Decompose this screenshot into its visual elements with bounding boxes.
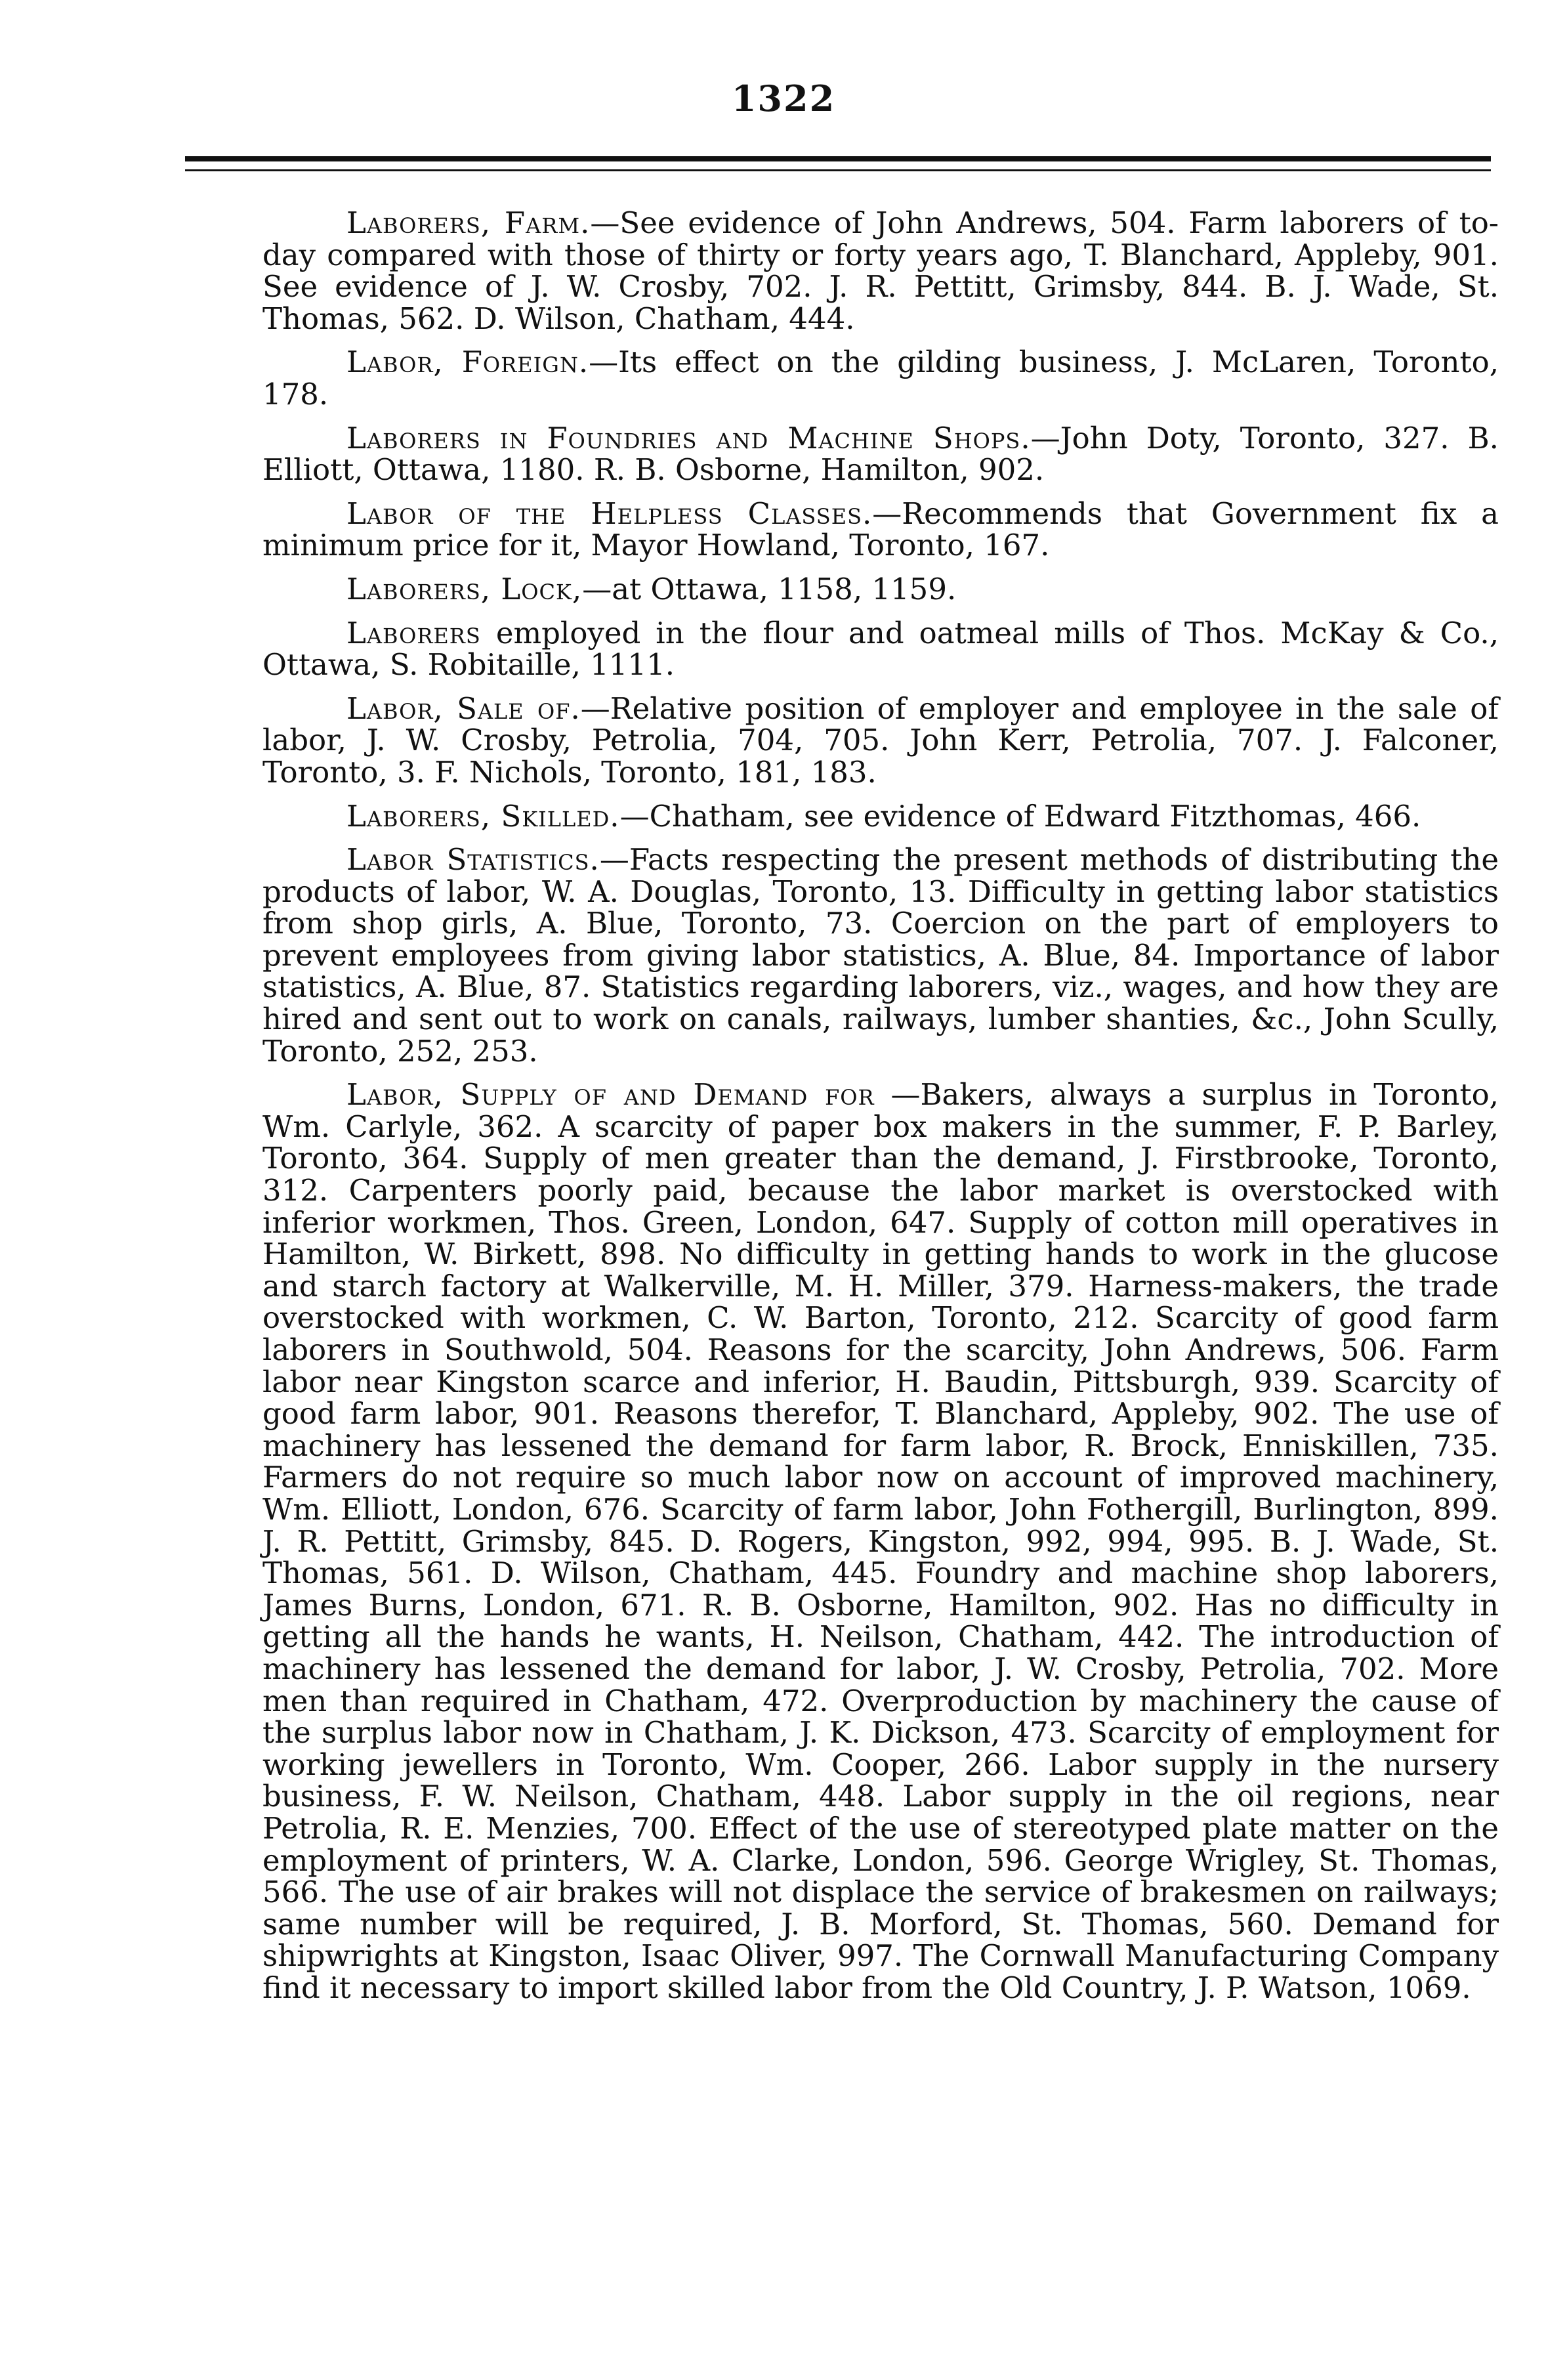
entry-heading: Labor Statistics. [346,842,600,878]
entry-heading: Laborers [346,615,481,650]
index-entry [262,844,1499,1067]
index-entry [262,798,1499,834]
entry-text: —Chatham, see evidence of Edward Fitzthomas, 466. [619,798,1421,834]
index-entry [262,347,1499,410]
header-rule-thick [185,156,1491,161]
entry-text: —Bakers, always a surplus in Toronto, Wm. Carlyle, 362. A scarcity of paper box makers in the summer, F. P. Barley, Toronto, 364. Supply of men greater than the demand, J. Firstbrooke, Toronto, 312. Carpenters poorly paid, because the labor market is overstocked with inferior workmen, Thos. Green, London, 647. Supply of cotton mill operatives in Hamilton, W. Birkett, 898. No difficulty in getting hands to work in the glucose and starch factory at Walkerville, M. H. Miller, 379. Harness-makers, the trade overstocked with workmen, C. W. Barton, Toronto, 212. Scarcity of good farm laborers in Southwold, 504. Reasons for the scarcity, John Andrews, 506. Farm labor near Kingston scarce and inferior, H. Baudin, Pittsburgh, 939. Scarcity of good farm labor, 901. Reasons therefor, T. Blanchard, Appleby, 902. The use of machinery has lessened the demand for farm labor, R. Brock, Enniskillen, 735. Farmers do not require so much labor now on account of improved machinery, Wm. Elliott, London, 676. Scarcity of farm labor, John Fothergill, Burlington, 899. J. R. Pettitt, Grimsby, 845. D. Rogers, Kingston, 992, 994, 995. B. J. Wade, St. Thomas, 561. D. Wilson, Chatham, 445. Foundry and machine shop laborers, James Burns, London, 671. R. B. Osborne, Hamilton, 902. Has no difficulty in getting all the hands he wants, H. Neilson, Chatham, 442. The introduction of machinery has lessened the demand for labor, J. W. Crosby, Petrolia, 702. More men than required in Chatham, 472. Overproduction by machinery the cause of the surplus labor now in Chatham, J. K. Dickson, 473. Scarcity of employment for working jewellers in Toronto, Wm. Cooper, 266. Labor supply in the nursery business, F. W. Neilson, Chatham, 448. Labor supply in the oil regions, near Petrolia, R. E. Menzies, 700. Effect of the use of stereotyped plate matter on the employment of printers, W. A. Clarke, London, 596. George Wrigley, St. Thomas, 566. The use of air brakes will not displace the service of brakesmen on railways; same number will be required, J. B. Morford, St. Thomas, 560. Demand for shipwrights at Kingston, Isaac Oliver, 997. The Cornwall Manufacturing Company find it necessary to import skilled labor from the Old Country, J. P. Watson, 1069. [262,1077,1499,2005]
entry-heading: Labor, Foreign. [346,345,589,380]
entry-heading: Labor, Sale of. [346,691,581,726]
entry-heading: Laborers in Foundries and Machine Shops. [346,420,1031,456]
header-rule-thin [185,169,1491,171]
index-entry [262,571,1499,606]
entry-text: employed in the flour and oatmeal mills of Thos. McKay & Co., Ottawa, S. Robitaille, 1111. [262,615,1499,683]
index-entry [262,1079,1499,2004]
index-entry [262,207,1499,335]
entry-heading: Labor, Supply of and Demand for [346,1077,875,1113]
entry-text: —at Ottawa, 1158, 1159. [582,571,957,606]
index-body [262,207,1499,2016]
entry-text: —Recommends that Government fix a minimum price for it, Mayor Howland, Toronto, 167. [262,496,1499,563]
entry-text: —Facts respecting the present methods of distributing the products of labor, W. A. Douglas, Toronto, 13. Difficulty in getting labor statistics from shop girls, A. Blue, Toronto, 73. Coercion on the part of employers to prevent employees from giving labor statistics, A. Blue, 84. Importance of labor statistics, A. Blue, 87. Statistics regarding laborers, viz., wages, and how they are hired and sent out to work on canals, railways, lumber shanties, &c., John Scully, Toronto, 252, 253. [262,842,1499,1069]
entry-heading: Laborers, Skilled. [346,798,620,834]
entry-text: —John Doty, Toronto, 327. B. Elliott, Ottawa, 1180. R. B. Osborne, Hamilton, 902. [262,420,1499,488]
index-entry [262,420,1499,488]
index-entry [262,498,1499,562]
entry-heading: Laborers, Farm. [346,205,591,240]
entry-text: —See evidence of John Andrews, 504. Farm laborers of to-day compared with those of thirty or forty years ago, T. Blanchard, Appleby, 901. See evidence of J. W. Crosby, 702. J. R. Pettitt, Grimsby, 844. B. J. Wade, St. Thomas, 562. D. Wilson, Chatham, 444. [262,205,1499,336]
index-entry [262,693,1499,789]
entry-text: —Its effect on the gilding business, J. McLaren, Toronto, 178. [262,345,1499,412]
entry-heading: Labor of the Helpless Classes. [346,496,873,531]
entry-heading: Laborers, Lock, [346,571,583,606]
index-entry [262,615,1499,683]
entry-text: —Relative position of employer and employee in the sale of labor, J. W. Crosby, Petrolia, 704, 705. John Kerr, Petrolia, 707. J. Falconer, Toronto, 3. F. Nichols, Toronto, 181, 183. [262,691,1499,790]
page-number: 1322 [731,77,836,119]
